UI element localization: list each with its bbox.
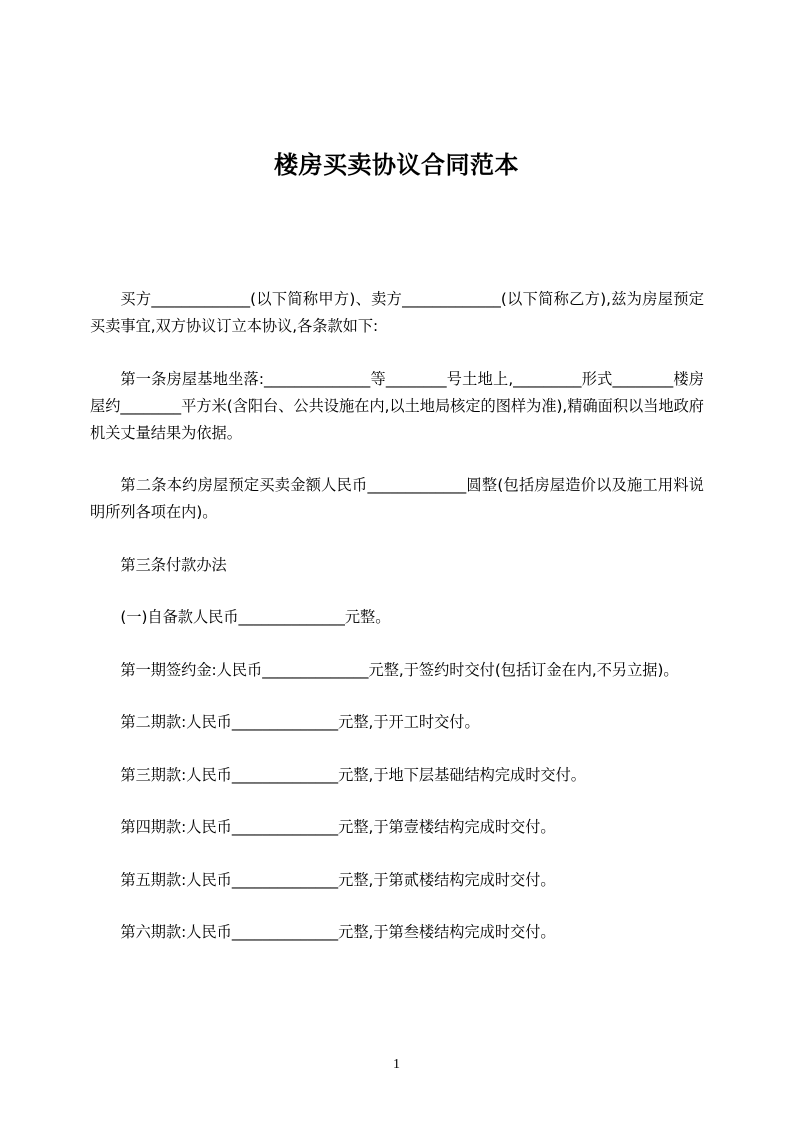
paragraph-payment-installment-6: 第六期款:人民币______________元整,于第叁楼结构完成时交付。 xyxy=(120,923,556,941)
paragraph-payment-installment-3: 第三期款:人民币______________元整,于地下层基础结构完成时交付。 xyxy=(120,765,586,784)
paragraph-payment-installment-1: 第一期签约金:人民币______________元整,于签约时交付(包括订金在内,不另立据)。 xyxy=(120,660,679,679)
paragraph-payment-installment-4: 第四期款:人民币______________元整,于第壹楼结构完成时交付。 xyxy=(120,818,556,836)
paragraph-article-1: 第一条房屋基地坐落:______________等________号土地上,_________形式________楼房屋约________平方米(含阳台、公共设施在内,以土地局核定的图样为准),精确面积以当地政府机关丈量结果为依据。 xyxy=(90,369,704,442)
page-title: 楼房买卖协议合同范本 xyxy=(274,151,519,180)
paragraph-payment-installment-5: 第五期款:人民币______________元整,于第贰楼结构完成时交付。 xyxy=(120,870,556,889)
paragraph-article-3-heading: 第三条付款办法 xyxy=(120,555,227,574)
paragraph-article-2: 第二条本约房屋预定买卖金额人民币_____________圆整(包括房屋造价以及施工用料说明所列各项在内)。 xyxy=(90,476,704,521)
paragraph-parties: 买方_____________(以下简称甲方)、卖方_____________(以下简称乙方),兹为房屋预定买卖事宜,双方协议订立本协议,各条款如下: xyxy=(90,290,704,335)
document-body xyxy=(90,286,704,946)
paragraph-payment-installment-2: 第二期款:人民币______________元整,于开工时交付。 xyxy=(120,713,480,731)
paragraph-payment-self-funded: (一)自备款人民币______________元整。 xyxy=(120,608,391,626)
page-number: 1 xyxy=(393,1057,400,1072)
